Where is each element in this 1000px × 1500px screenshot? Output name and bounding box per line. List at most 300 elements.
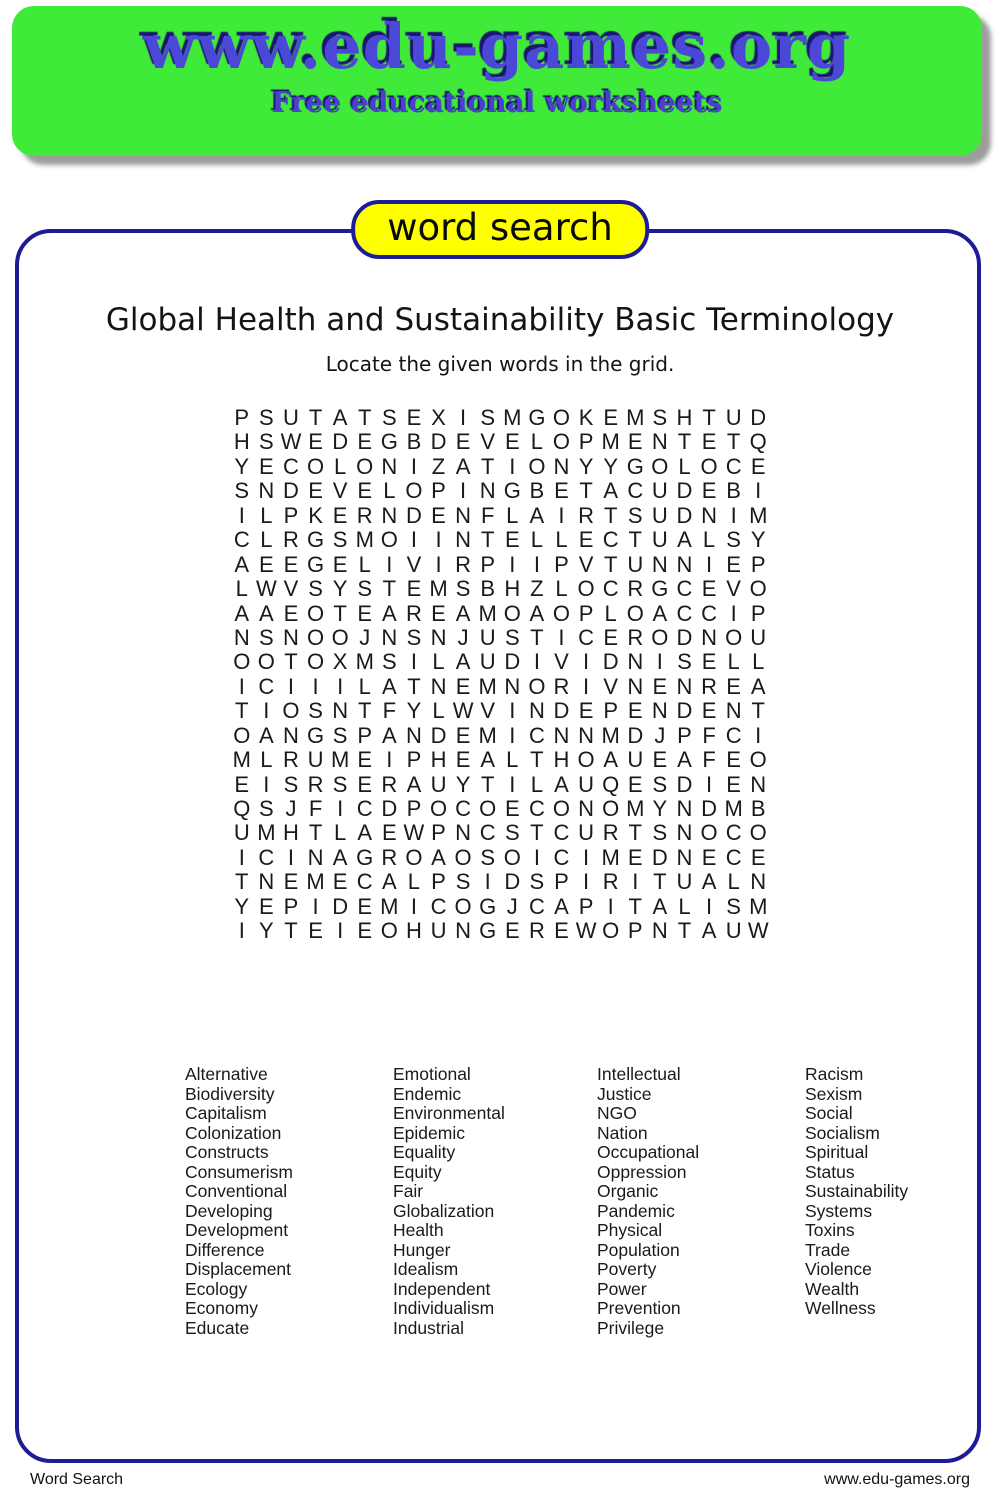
grid-cell: O bbox=[503, 844, 521, 870]
grid-cell: U bbox=[627, 747, 644, 773]
grid-cell: B bbox=[726, 478, 741, 504]
grid-cell: F bbox=[308, 796, 323, 821]
grid-row bbox=[229, 602, 770, 626]
grid-cell: E bbox=[283, 600, 299, 626]
grid-cell: O bbox=[577, 576, 595, 602]
word-item: Wellness bbox=[805, 1298, 876, 1318]
grid-cell: A bbox=[603, 747, 619, 773]
word-item: Environmental bbox=[393, 1103, 505, 1123]
grid-cell: C bbox=[725, 453, 742, 479]
grid-cell: P bbox=[578, 429, 594, 455]
grid-cell: C bbox=[602, 527, 619, 553]
grid-cell: L bbox=[432, 698, 445, 724]
grid-cell: E bbox=[726, 551, 741, 577]
grid-cell: C bbox=[455, 796, 472, 821]
grid-cell: Y bbox=[332, 576, 348, 602]
grid-cell: A bbox=[431, 844, 446, 870]
grid-cell: S bbox=[726, 893, 741, 919]
grid-cell: N bbox=[405, 722, 422, 748]
grid-cell: I bbox=[705, 551, 713, 577]
grid-cell: Y bbox=[750, 527, 766, 553]
grid-cell: E bbox=[652, 673, 668, 699]
grid-cell: I bbox=[287, 673, 295, 699]
grid-cell: E bbox=[627, 771, 643, 797]
grid-cell: S bbox=[652, 405, 668, 430]
grid-cell: I bbox=[287, 844, 295, 870]
grid-cell: I bbox=[386, 551, 393, 577]
grid-cell: N bbox=[676, 673, 693, 699]
grid-cell: F bbox=[702, 747, 716, 773]
grid-cell: D bbox=[332, 429, 349, 455]
word-item: Violence bbox=[805, 1259, 872, 1279]
grid-cell: L bbox=[260, 747, 273, 773]
grid-cell: C bbox=[233, 527, 250, 553]
grid-cell: S bbox=[283, 771, 299, 797]
grid-cell: O bbox=[749, 576, 767, 602]
grid-cell: O bbox=[306, 453, 325, 479]
grid-cell: L bbox=[260, 527, 273, 553]
grid-cell: O bbox=[356, 453, 374, 479]
grid-cell: C bbox=[578, 624, 595, 650]
grid-cell: E bbox=[554, 478, 569, 504]
grid-cell: W bbox=[280, 429, 302, 455]
grid-cell: I bbox=[558, 624, 565, 650]
grid-cell: R bbox=[283, 747, 299, 773]
grid-cell: H bbox=[676, 405, 693, 430]
header-banner bbox=[12, 6, 982, 156]
grid-row bbox=[229, 650, 770, 674]
grid-cell: P bbox=[406, 796, 422, 821]
grid-cell: D bbox=[627, 722, 644, 748]
grid-cell: R bbox=[627, 576, 644, 602]
word-item: Population bbox=[597, 1239, 680, 1260]
grid-cell: R bbox=[381, 844, 398, 870]
grid-cell: D bbox=[676, 502, 693, 528]
grid-cell: A bbox=[701, 918, 717, 944]
grid-cell: I bbox=[238, 844, 245, 870]
grid-cell: N bbox=[504, 673, 521, 699]
word-item: Physical bbox=[597, 1220, 663, 1240]
grid-cell: I bbox=[460, 405, 467, 430]
grid-cell: H bbox=[405, 918, 422, 944]
grid-cell: L bbox=[260, 502, 273, 528]
grid-cell: T bbox=[480, 527, 495, 553]
grid-cell: J bbox=[285, 796, 297, 821]
grid-cell: S bbox=[529, 869, 545, 895]
grid-cell: E bbox=[455, 747, 471, 773]
grid-cell: A bbox=[455, 453, 471, 479]
word-item: Equality bbox=[393, 1142, 456, 1162]
grid-cell: D bbox=[676, 698, 693, 724]
grid-cell: C bbox=[676, 600, 693, 626]
grid-cell: L bbox=[235, 576, 248, 602]
grid-cell: V bbox=[578, 551, 594, 577]
grid-cell: L bbox=[383, 478, 396, 504]
word-item: Oppression bbox=[597, 1161, 687, 1182]
grid-cell: L bbox=[555, 527, 568, 553]
grid-cell: C bbox=[553, 820, 570, 846]
grid-cell: E bbox=[357, 478, 373, 504]
grid-cell: K bbox=[308, 502, 323, 528]
grid-cell: E bbox=[283, 869, 299, 895]
grid-cell: A bbox=[381, 673, 397, 699]
grid-cell: O bbox=[626, 600, 644, 626]
grid-cell: L bbox=[358, 551, 371, 577]
grid-cell: I bbox=[263, 771, 270, 797]
grid-cell: N bbox=[307, 844, 324, 870]
grid-cell: I bbox=[410, 527, 417, 553]
grid-cell: G bbox=[626, 453, 644, 479]
grid-cell: T bbox=[407, 673, 421, 699]
grid-cell: X bbox=[431, 405, 446, 430]
grid-cell: M bbox=[478, 673, 497, 699]
grid-cell: U bbox=[725, 918, 742, 944]
grid-cell: B bbox=[529, 478, 545, 504]
grid-cell: O bbox=[233, 722, 251, 748]
word-item: Biodiversity bbox=[185, 1083, 275, 1104]
grid-cell: Y bbox=[652, 796, 668, 821]
grid-cell: O bbox=[306, 649, 325, 675]
grid-cell: T bbox=[308, 820, 323, 846]
grid-cell: G bbox=[503, 478, 521, 504]
grid-cell: A bbox=[406, 771, 422, 797]
grid-cell: S bbox=[480, 844, 496, 870]
grid-cell: M bbox=[429, 576, 448, 602]
grid-cell: O bbox=[454, 893, 472, 919]
word-item: Socialism bbox=[805, 1122, 880, 1143]
grid-cell: O bbox=[725, 624, 743, 650]
grid-cell: M bbox=[749, 502, 768, 528]
grid-cell: E bbox=[726, 747, 741, 773]
grid-cell: U bbox=[283, 405, 299, 430]
word-column bbox=[185, 1065, 293, 1338]
grid-cell: U bbox=[430, 918, 447, 944]
word-column bbox=[805, 1065, 908, 1319]
grid-cell: H bbox=[283, 820, 299, 846]
grid-cell: A bbox=[652, 893, 668, 919]
grid-cell: D bbox=[602, 649, 619, 675]
grid-row bbox=[229, 748, 770, 772]
grid-cell: E bbox=[455, 673, 471, 699]
grid-cell: D bbox=[405, 502, 422, 528]
grid-cell: I bbox=[583, 649, 590, 675]
grid-cell: I bbox=[263, 698, 270, 724]
word-item: Conventional bbox=[185, 1181, 288, 1201]
word-item: Status bbox=[805, 1161, 855, 1182]
grid-cell: S bbox=[259, 624, 274, 650]
grid-cell: H bbox=[430, 747, 447, 773]
grid-cell: I bbox=[583, 844, 590, 870]
grid-cell: S bbox=[234, 478, 250, 504]
grid-cell: M bbox=[306, 869, 325, 895]
grid-cell: H bbox=[233, 429, 250, 455]
grid-cell: B bbox=[480, 576, 496, 602]
grid-cell: A bbox=[529, 600, 545, 626]
grid-cell: S bbox=[259, 796, 274, 821]
grid-cell: N bbox=[651, 551, 668, 577]
grid-cell: S bbox=[406, 624, 422, 650]
grid-cell: I bbox=[460, 478, 467, 504]
grid-cell: N bbox=[750, 869, 767, 895]
word-item: Trade bbox=[805, 1239, 851, 1260]
word-item: Independent bbox=[393, 1278, 491, 1299]
grid-cell: B bbox=[406, 429, 422, 455]
grid-cell: O bbox=[651, 453, 669, 479]
grid-cell: E bbox=[357, 429, 373, 455]
grid-cell: O bbox=[528, 453, 546, 479]
word-item: Pandemic bbox=[597, 1200, 675, 1221]
grid-cell: L bbox=[334, 453, 347, 479]
word-item: Equity bbox=[393, 1161, 442, 1182]
word-item: Sustainability bbox=[805, 1181, 909, 1201]
grid-cell: D bbox=[332, 893, 349, 919]
word-item: Prevention bbox=[597, 1298, 681, 1318]
grid-cell: W bbox=[403, 820, 425, 846]
grid-cell: O bbox=[479, 796, 497, 821]
grid-cell: M bbox=[380, 893, 399, 919]
grid-cell: S bbox=[381, 649, 397, 675]
grid-cell: E bbox=[603, 624, 619, 650]
grid-cell: E bbox=[357, 893, 373, 919]
grid-cell: P bbox=[750, 551, 766, 577]
grid-cell: N bbox=[553, 722, 570, 748]
grid-cell: P bbox=[578, 893, 594, 919]
grid-cell: R bbox=[602, 869, 619, 895]
grid-cell: E bbox=[726, 771, 741, 797]
word-item: Capitalism bbox=[185, 1103, 267, 1123]
grid-cell: C bbox=[627, 478, 644, 504]
grid-cell: L bbox=[678, 453, 691, 479]
grid-cell: U bbox=[578, 771, 595, 797]
grid-cell: M bbox=[257, 820, 276, 846]
grid-cell: I bbox=[533, 551, 540, 577]
grid-row bbox=[229, 846, 770, 870]
grid-cell: E bbox=[750, 453, 766, 479]
grid-cell: A bbox=[259, 600, 274, 626]
grid-row bbox=[229, 577, 770, 601]
grid-cell: R bbox=[307, 771, 324, 797]
grid-cell: E bbox=[578, 527, 594, 553]
word-item: Colonization bbox=[185, 1122, 282, 1143]
grid-cell: R bbox=[381, 771, 398, 797]
grid-cell: I bbox=[312, 893, 319, 919]
grid-cell: E bbox=[701, 429, 717, 455]
grid-cell: C bbox=[430, 893, 447, 919]
grid-cell: N bbox=[430, 624, 447, 650]
grid-cell: T bbox=[530, 820, 544, 846]
grid-cell: U bbox=[307, 747, 324, 773]
grid-cell: E bbox=[332, 551, 348, 577]
grid-cell: T bbox=[358, 405, 372, 430]
grid-cell: C bbox=[701, 600, 717, 626]
grid-cell: R bbox=[528, 918, 545, 944]
grid-cell: T bbox=[628, 820, 642, 846]
grid-cell: C bbox=[258, 844, 275, 870]
grid-cell: T bbox=[382, 576, 397, 602]
grid-cell: F bbox=[382, 698, 397, 724]
grid-cell: Y bbox=[578, 453, 594, 479]
grid-cell: U bbox=[627, 551, 644, 577]
grid-cell: E bbox=[504, 796, 520, 821]
grid-cell: S bbox=[357, 576, 373, 602]
grid-cell: S bbox=[504, 820, 520, 846]
puzzle-title: Global Health and Sustainability Basic Terminology bbox=[105, 302, 895, 338]
grid-cell: M bbox=[626, 796, 645, 821]
grid-cell: S bbox=[677, 649, 692, 675]
grid-cell: Q bbox=[749, 429, 767, 455]
grid-cell: U bbox=[651, 502, 668, 528]
grid-cell: U bbox=[676, 869, 693, 895]
grid-cell: T bbox=[480, 771, 495, 797]
site-title: www.edu-games.org bbox=[142, 10, 852, 83]
word-item: Displacement bbox=[185, 1259, 292, 1279]
grid-cell: S bbox=[308, 698, 323, 724]
footer-site-url: www.edu-games.org bbox=[824, 1471, 970, 1488]
grid-cell: E bbox=[431, 502, 446, 528]
grid-cell: M bbox=[330, 747, 350, 773]
grid-cell: E bbox=[406, 405, 422, 430]
grid-cell: R bbox=[602, 820, 619, 846]
grid-cell: O bbox=[577, 747, 595, 773]
grid-cell: U bbox=[578, 820, 595, 846]
grid-cell: P bbox=[357, 722, 373, 748]
grid-cell: T bbox=[530, 624, 544, 650]
grid-cell: P bbox=[431, 478, 446, 504]
grid-cell: I bbox=[238, 673, 245, 699]
grid-cell: V bbox=[603, 673, 619, 699]
grid-cell: O bbox=[700, 453, 718, 479]
grid-cell: G bbox=[479, 893, 497, 919]
grid-cell: O bbox=[700, 820, 718, 846]
grid-cell: W bbox=[452, 698, 474, 724]
grid-cell: O bbox=[602, 918, 620, 944]
word-item: Justice bbox=[597, 1083, 652, 1104]
grid-cell: S bbox=[652, 771, 668, 797]
grid-cell: T bbox=[235, 698, 249, 724]
word-item: Developing bbox=[185, 1200, 273, 1221]
grid-cell: F bbox=[702, 722, 716, 748]
grid-cell: I bbox=[705, 893, 713, 919]
grid-cell: U bbox=[479, 649, 496, 675]
grid-cell: M bbox=[355, 649, 374, 675]
grid-cell: N bbox=[725, 698, 742, 724]
grid-cell: E bbox=[603, 405, 619, 430]
grid-cell: E bbox=[431, 600, 446, 626]
grid-cell: N bbox=[701, 624, 717, 650]
grid-cell: C bbox=[725, 820, 742, 846]
grid-cell: E bbox=[381, 820, 397, 846]
grid-row bbox=[229, 455, 770, 479]
grid-cell: O bbox=[306, 600, 325, 626]
grid-cell: E bbox=[701, 576, 717, 602]
grid-cell: R bbox=[627, 624, 644, 650]
grid-cell: A bbox=[259, 722, 274, 748]
grid-cell: E bbox=[701, 478, 717, 504]
grid-cell: C bbox=[528, 796, 545, 821]
grid-cell: I bbox=[337, 918, 344, 944]
grid-cell: O bbox=[454, 844, 472, 870]
grid-cell: M bbox=[724, 796, 743, 821]
grid-cell: T bbox=[603, 551, 618, 577]
grid-cell: T bbox=[284, 918, 298, 944]
grid-cell: O bbox=[552, 429, 571, 455]
grid-cell: S bbox=[332, 527, 348, 553]
grid-cell: S bbox=[652, 820, 668, 846]
grid-cell: M bbox=[232, 747, 251, 773]
word-item: Social bbox=[805, 1103, 853, 1123]
grid-cell: N bbox=[676, 796, 693, 821]
grid-cell: D bbox=[504, 869, 521, 895]
word-item: Occupational bbox=[597, 1142, 700, 1162]
grid-cell: R bbox=[701, 673, 717, 699]
grid-cell: I bbox=[755, 722, 762, 748]
grid-cell: P bbox=[603, 698, 619, 724]
grid-cell: A bbox=[455, 600, 471, 626]
grid-cell: N bbox=[627, 649, 644, 675]
grid-cell: Y bbox=[455, 771, 471, 797]
grid-cell: T bbox=[579, 478, 593, 504]
word-item: Constructs bbox=[185, 1142, 269, 1162]
grid-cell: E bbox=[332, 502, 348, 528]
grid-cell: P bbox=[431, 869, 446, 895]
grid-cell: U bbox=[651, 527, 668, 553]
grid-cell: S bbox=[726, 527, 741, 553]
grid-cell: Y bbox=[234, 893, 250, 919]
grid-cell: P bbox=[480, 551, 496, 577]
grid-cell: E bbox=[259, 453, 274, 479]
grid-cell: I bbox=[509, 453, 516, 479]
grid-cell: W bbox=[255, 576, 277, 602]
grid-cell: C bbox=[479, 820, 496, 846]
grid-cell: G bbox=[380, 429, 398, 455]
grid-cell: L bbox=[727, 649, 740, 675]
grid-cell: J bbox=[506, 893, 518, 919]
grid-cell: I bbox=[730, 502, 737, 528]
grid-cell: X bbox=[332, 649, 348, 675]
grid-cell: E bbox=[259, 893, 274, 919]
grid-cell: I bbox=[533, 649, 540, 675]
grid-cell: A bbox=[455, 649, 471, 675]
grid-cell: I bbox=[583, 869, 590, 895]
grid-cell: O bbox=[380, 918, 398, 944]
grid-cell: I bbox=[583, 673, 590, 699]
word-item: Economy bbox=[185, 1298, 258, 1318]
grid-cell: M bbox=[478, 722, 497, 748]
grid-cell: P bbox=[554, 551, 569, 577]
word-item: Intellectual bbox=[597, 1064, 681, 1084]
grid-cell: C bbox=[676, 576, 693, 602]
grid-cell: P bbox=[283, 502, 299, 528]
grid-cell: M bbox=[478, 600, 497, 626]
grid-cell: M bbox=[601, 722, 620, 748]
grid-cell: D bbox=[504, 649, 521, 675]
grid-cell: D bbox=[750, 405, 767, 430]
grid-cell: E bbox=[750, 844, 766, 870]
grid-cell: Z bbox=[431, 453, 446, 479]
grid-cell: A bbox=[357, 820, 373, 846]
grid-cell: A bbox=[332, 405, 348, 430]
grid-cell: T bbox=[284, 649, 298, 675]
grid-cell: C bbox=[356, 796, 373, 821]
grid-cell: G bbox=[479, 918, 497, 944]
grid-cell: N bbox=[676, 844, 693, 870]
grid-cell: N bbox=[651, 429, 668, 455]
grid-cell: L bbox=[358, 673, 371, 699]
grid-cell: N bbox=[332, 698, 349, 724]
grid-cell: O bbox=[651, 624, 669, 650]
grid-cell: T bbox=[653, 869, 667, 895]
grid-cell: M bbox=[626, 405, 645, 430]
